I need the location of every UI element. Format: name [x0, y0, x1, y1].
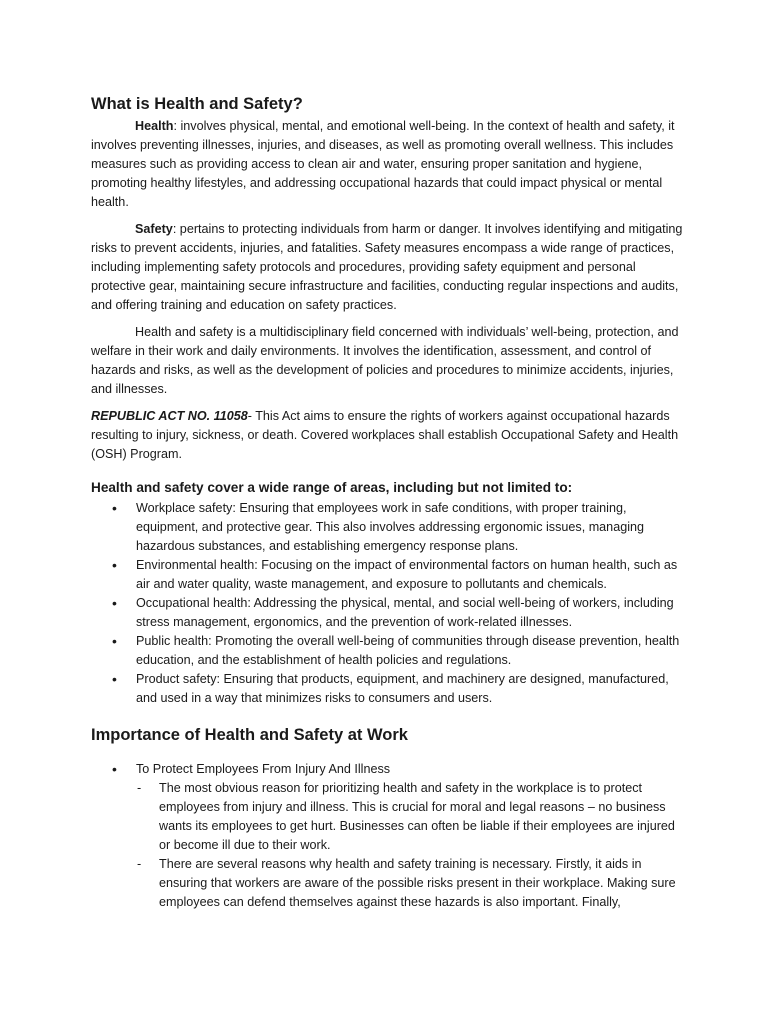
- safety-term: Safety: [135, 222, 173, 236]
- list-item: - There are several reasons why health and safety training is necessary. Firstly, it aids in ensuring that workers are aware of the possible risks present in their workplace. Making sure employees can defend themselves against these hazards is also important. Finally,: [136, 855, 686, 912]
- document-title: What is Health and Safety?: [91, 95, 303, 113]
- list-item: • Product safety: Ensuring that products, equipment, and machinery are designed, manufactured, and used in a way that minimizes risks to consumers and users.: [91, 670, 686, 708]
- list-item: • Workplace safety: Ensuring that employees work in safe conditions, with proper training, equipment, and protective gear. This also involves addressing ergonomic issues, managing hazardous substances, and establishing emergency response plans.: [91, 499, 686, 556]
- republic-act-text: - This Act aims to ensure the rights of workers against occupational hazards resulting to injury, sickness, or death. Covered workplaces shall establish Occupational Safety and Health (OSH) Program.: [91, 409, 679, 461]
- importance-subpoints: [136, 779, 686, 912]
- safety-paragraph: [91, 220, 686, 315]
- republic-act-paragraph: [91, 407, 686, 464]
- list-item: - The most obvious reason for prioritizing health and safety in the workplace is to protect employees from injury and illness. This is crucial for moral and legal reasons – no business wants its employees to get hurt. Businesses can often be liable if their employees are injured or become ill due to their work.: [136, 779, 686, 855]
- health-paragraph: [91, 117, 686, 212]
- list-item: [91, 760, 686, 912]
- republic-act-label: REPUBLIC ACT NO. 11058: [91, 409, 248, 423]
- importance-list: [91, 760, 686, 912]
- overview-paragraph: Health and safety is a multidisciplinary field concerned with individuals’ well-being, protection, and welfare in their work and daily environments. It involves the identification, assessment, and control of hazards and risks, as well as the development of policies and procedures to minimize accidents, injuries, and illnesses.: [91, 325, 679, 396]
- list-item: • Occupational health: Addressing the physical, mental, and social well-being of workers, including stress management, ergonomics, and the prevention of work-related illnesses.: [91, 594, 686, 632]
- health-text: : involves physical, mental, and emotional well-being. In the context of health and safety, it involves preventing illnesses, injuries, and diseases, as well as promoting overall wellness. This includes measures such as providing access to clean air and water, ensuring proper sanitation and hygiene, promoting healthy lifestyles, and addressing occupational hazards that could impact physical or mental health.: [91, 119, 675, 209]
- list-item: • Public health: Promoting the overall well-being of communities through disease prevention, health education, and the establishment of health policies and regulations.: [91, 632, 686, 670]
- health-term: Health: [135, 119, 174, 133]
- areas-list: [91, 499, 686, 708]
- importance-point-label: • To Protect Employees From Injury And Illness: [136, 762, 391, 776]
- safety-text: : pertains to protecting individuals from harm or danger. It involves identifying and mitigating risks to prevent accidents, injuries, and fatalities. Safety measures encompass a wide range of practices, including implementing safety protocols and procedures, providing safety equipment and personal protective gear, maintaining secure infrastructure and facilities, conducting regular inspections and audits, and offering training and education on safety practices.: [91, 222, 683, 312]
- list-item: • Environmental health: Focusing on the impact of environmental factors on human health, such as air and water quality, waste management, and exposure to pollutants and chemicals.: [91, 556, 686, 594]
- importance-heading: Importance of Health and Safety at Work: [91, 726, 408, 744]
- areas-heading: Health and safety cover a wide range of areas, including but not limited to:: [91, 480, 573, 495]
